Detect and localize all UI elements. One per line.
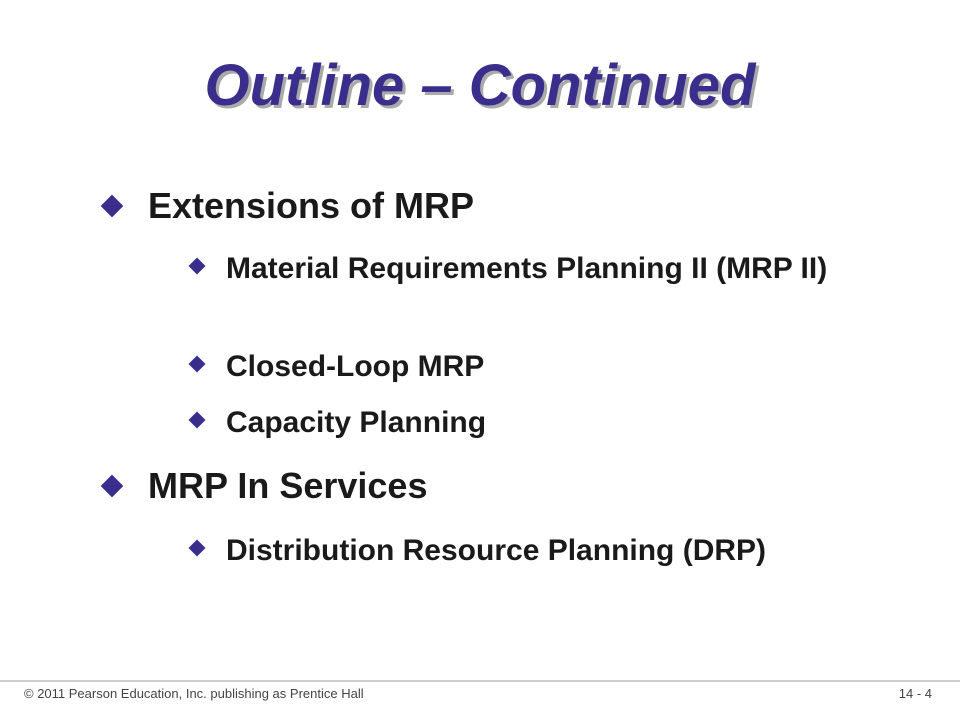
subbullet-label: Closed-Loop MRP (226, 350, 485, 383)
bullet-item-services (100, 464, 900, 508)
diamond-bullet-icon (189, 258, 206, 275)
subbullet-item-drp (188, 530, 888, 614)
subbullet-label: Distribution Resource Planning (DRP) (226, 534, 767, 567)
bullet-item-extensions (100, 184, 900, 228)
subbullet-item-capacity (188, 402, 888, 444)
footer-page-number: 14 - 4 (898, 686, 932, 701)
diamond-bullet-icon (189, 412, 206, 429)
footer-divider (0, 680, 960, 682)
slide-title: Outline – Continued (204, 53, 756, 118)
diamond-bullet-icon (189, 540, 206, 557)
subbullet-item-closed-loop (188, 346, 888, 388)
subbullet-item-mrp-ii (188, 248, 888, 332)
bullet-label: Extensions of MRP (148, 185, 475, 226)
diamond-bullet-icon (189, 356, 206, 373)
diamond-bullet-icon (101, 475, 124, 498)
bullet-label: MRP In Services (148, 465, 428, 506)
footer-copyright: © 2011 Pearson Education, Inc. publishing as Prentice Hall (24, 686, 364, 701)
subbullet-label: Material Requirements Planning II (MRP II) (226, 252, 828, 285)
subbullet-label: Capacity Planning (226, 406, 487, 439)
diamond-bullet-icon (101, 195, 124, 218)
